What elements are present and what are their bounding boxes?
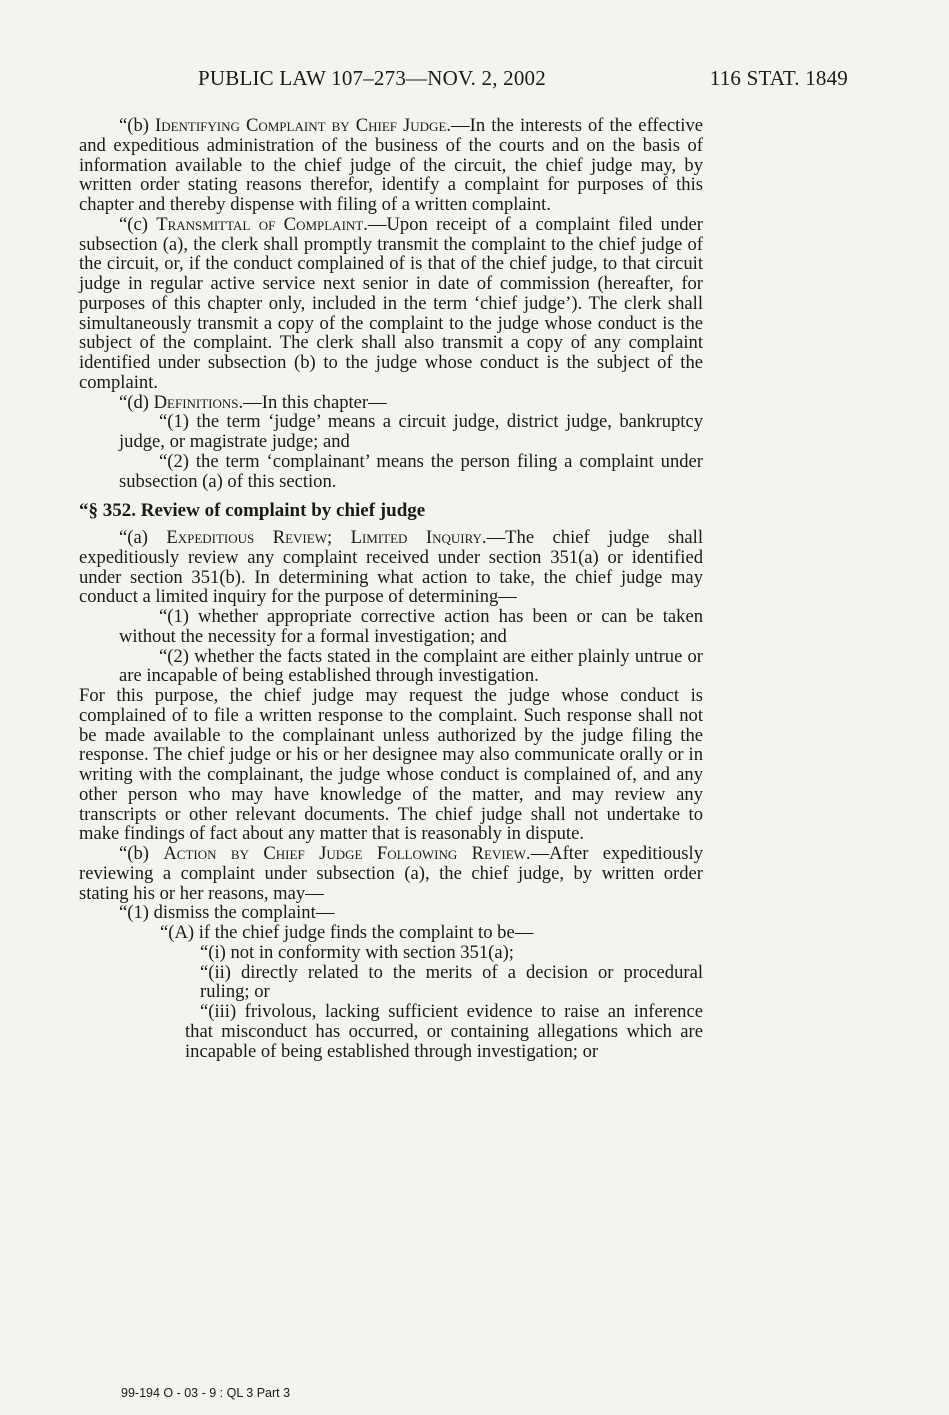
clause-bii: “(ii) directly related to the merits of a decision or procedural ruling; or — [200, 961, 703, 1003]
paragraph-d-definitions: “(d) Definitions.—In this chapter— — [119, 391, 387, 413]
clause-bA: “(A) if the chief judge finds the complaint to be— — [160, 922, 534, 943]
definition-1: “(1) the term ‘judge’ means a circuit judge, district judge, bankruptcy judge, or magistrate judge; and — [119, 411, 703, 452]
paragraph-b-action: “(b) Action by Chief Judge Following Review.—After expeditiously reviewing a complaint under subsection (a), the chief judge, by written order stating his or her reasons, may— — [79, 843, 703, 904]
header-law-citation: PUBLIC LAW 107–273—NOV. 2, 2002 — [198, 66, 546, 90]
paragraph-c-transmittal: “(c) Transmittal of Complaint.—Upon receipt of a complaint filed under subsection (a), the clerk shall promptly transmit the complaint to the chief judge of the circuit, or, if the conduct complained of is that of the chief judge, to that circuit judge in regular active service next senior in date of commission (hereafter, for purposes of this chapter only, included in the term ‘chief judge’). The clerk shall simultaneously transmit a copy of the complaint to the judge whose conduct is the subject of the complaint. The clerk shall also transmit a copy of any complaint identified under subsection (b) to the judge whose conduct is the subject of the complaint. — [79, 213, 703, 393]
paragraph-for-this-purpose: For this purpose, the chief judge may request the judge whose conduct is complained of to file a written response to the complaint. Such response shall not be made available to the complainant unless authorized by the judge filing the response. The chief judge or his or her designee may also communicate orally or in writing with the complainant, the judge whose conduct is complained of, and any other person who may have knowledge of the matter, and may review any transcripts or other relevant documents. The chief judge shall not undertake to make findings of fact about any matter that is reasonably in dispute. — [79, 685, 703, 845]
print-job-code: 99-194 O - 03 - 9 : QL 3 Part 3 — [121, 1386, 291, 1400]
definition-2: “(2) the term ‘complainant’ means the person filing a complaint under subsection (a) of this section. — [119, 450, 703, 492]
clause-a2: “(2) whether the facts stated in the complaint are either plainly untrue or are incapable of being established through investigation. — [119, 645, 703, 687]
paragraph-a-expeditious: “(a) Expeditious Review; Limited Inquiry.—The chief judge shall expeditiously review any complaint received under section 351(a) or identified under section 351(b). In determining what action to take, the chief judge may conduct a limited inquiry for the purpose of determining— — [79, 527, 704, 608]
section-352-title: “§ 352. Review of complaint by chief judge — [79, 500, 426, 522]
header-stat-page: 116 STAT. 1849 — [709, 66, 848, 90]
clause-biii: “(iii) frivolous, lacking sufficient evidence to raise an inference that misconduct has occurred, or containing allegations which are incapable of being established through investigation; or — [185, 1001, 703, 1062]
page-body — [79, 116, 703, 1061]
clause-a1: “(1) whether appropriate corrective action has been or can be taken without the necessity for a formal investigation; and — [119, 606, 703, 647]
paragraph-b-identifying: “(b) Identifying Complaint by Chief Judge.—In the interests of the effective and expeditious administration of the business of the courts and on the basis of information available to the chief judge of the circuit, the chief judge may, by written order stating reasons therefor, identify a complaint for purposes of this chapter and thereby dispense with filing of a written complaint. — [79, 115, 703, 215]
clause-b1: “(1) dismiss the complaint— — [119, 902, 335, 924]
clause-bi: “(i) not in conformity with section 351(a); — [200, 941, 514, 963]
